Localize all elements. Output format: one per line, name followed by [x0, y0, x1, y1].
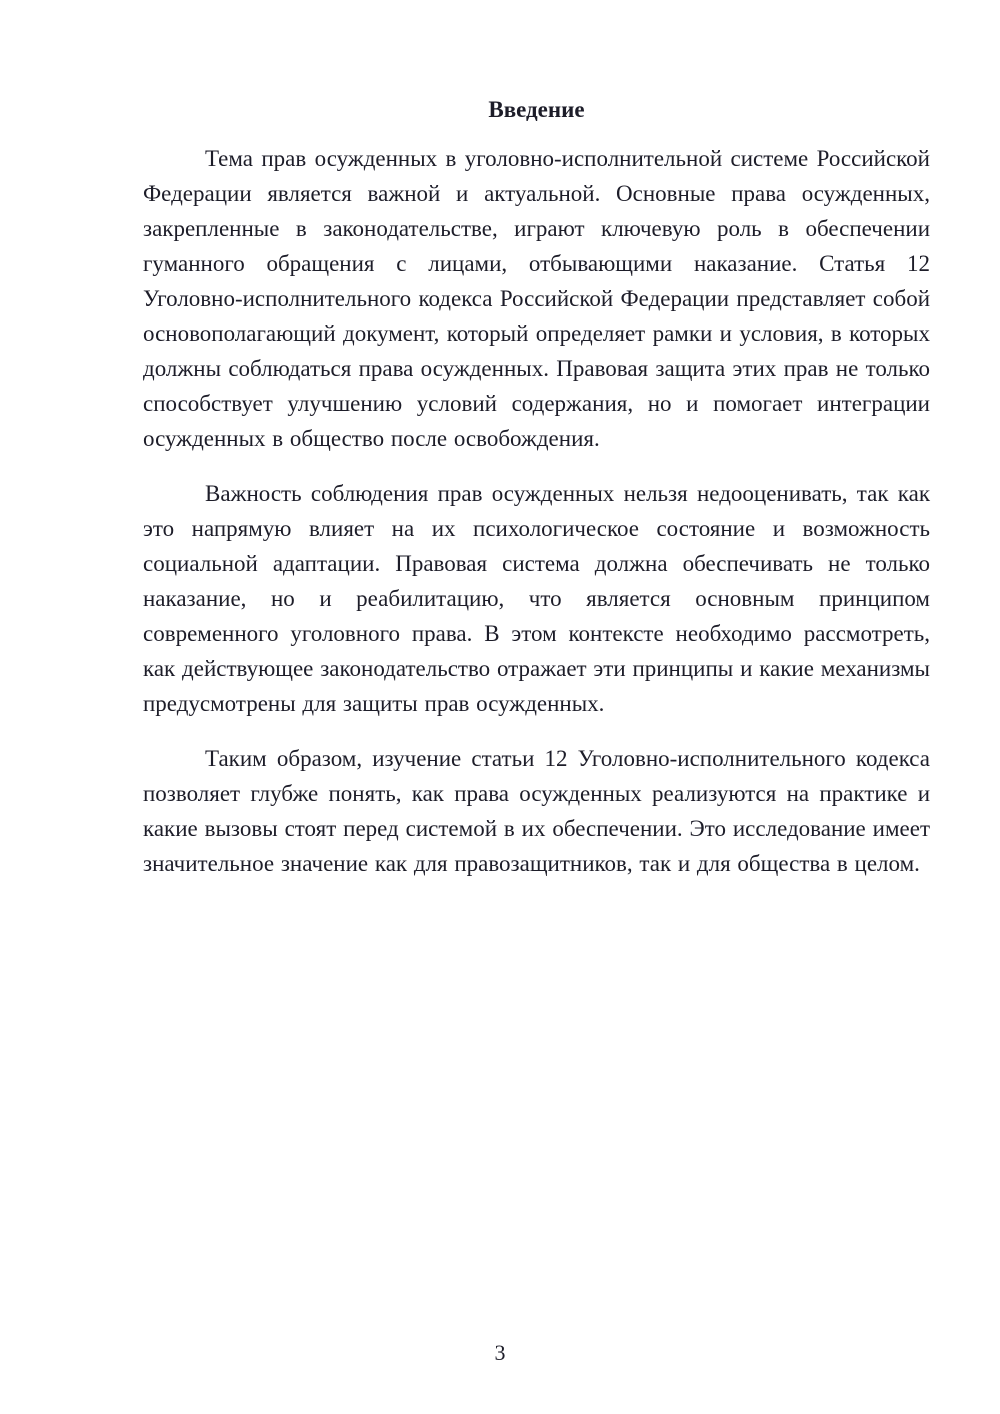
paragraph-1: Тема прав осужденных в уголовно-исполнительной системе Российской Федерации является важной и актуальной. Основные права осужденных, закрепленные в законодательстве, играют ключевую роль в обеспечении гуманного обращения с лицами, отбывающими наказание. Статья 12 Уголовно-исполнительного кодекса Российской Федерации представляет собой основополагающий документ, который определяет рамки и условия, в которых должны соблюдаться права осужденных. Правовая защита этих прав не только способствует улучшению условий содержания, но и помогает интеграции осужденных в общество после освобождения. [143, 146, 930, 451]
page-number: 3 [494, 1340, 506, 1365]
paragraph-3: Таким образом, изучение статьи 12 Уголовно-исполнительного кодекса позволяет глубже понять, как права осужденных реализуются на практике и какие вызовы стоят перед системой в их обеспечении. Это исследование имеет значительное значение как для правозащитников, так и для общества в целом. [143, 746, 930, 876]
paragraph-2: Важность соблюдения прав осужденных нельзя недооценивать, так как это напрямую влияет на их психологическое состояние и возможность социальной адаптации. Правовая система должна обеспечивать не только наказание, но и реабилитацию, что является основным принципом современного уголовного права. В этом контексте необходимо рассмотреть, как действующее законодательство отражает эти принципы и какие механизмы предусмотрены для защиты прав осужденных. [143, 481, 930, 716]
section-title: Введение [488, 97, 585, 122]
